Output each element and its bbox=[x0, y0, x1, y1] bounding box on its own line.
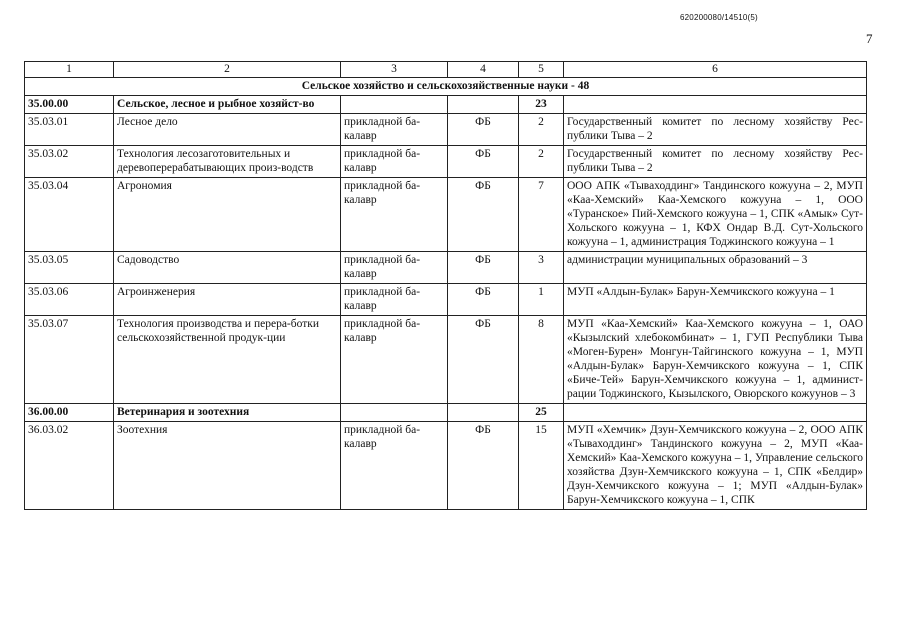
group-row bbox=[25, 96, 867, 114]
table-row bbox=[25, 146, 867, 178]
specialty-name: Сельское, лесное и рыбное хозяйст-во bbox=[114, 96, 341, 114]
education-level bbox=[341, 404, 448, 422]
organizations: МУП «Алдын-Булак» Барун-Хемчикского кожууна – 1 bbox=[564, 284, 867, 316]
education-level bbox=[341, 96, 448, 114]
page-number: 7 bbox=[866, 31, 873, 46]
column-number: 5 bbox=[519, 62, 564, 78]
specialty-name: Зоотехния bbox=[114, 422, 341, 510]
education-level: прикладной ба-калавр bbox=[341, 146, 448, 178]
document-code: 620200080/14510(5) bbox=[680, 13, 758, 22]
organizations: МУП «Каа-Хемский» Каа-Хемского кожууна – 1, ОАО «Кызылский хлебокомбинат» – 1, ГУП Республики Тыва «Моген-Бурен» Монгун-Тайгинского кожууна – 1, МУП «Алдын-Булак» Барун-Хемчикского кожууна – 1, СПК «Биче-Тей» Барун-Хемчикского кожууна – 1, админист-рации Тоджинского, Кызылского, Овюрского кожуунов – 3 bbox=[564, 316, 867, 404]
specialty-code: 36.00.00 bbox=[25, 404, 114, 422]
table-row bbox=[25, 316, 867, 404]
places-count: 8 bbox=[519, 316, 564, 404]
specialty-name: Садоводство bbox=[114, 252, 341, 284]
specialty-name: Агрономия bbox=[114, 178, 341, 252]
table-row bbox=[25, 114, 867, 146]
organizations: Государственный комитет по лесному хозяйству Рес-публики Тыва – 2 bbox=[564, 146, 867, 178]
column-number: 4 bbox=[448, 62, 519, 78]
specialty-name: Лесное дело bbox=[114, 114, 341, 146]
group-row bbox=[25, 404, 867, 422]
places-count: 23 bbox=[519, 96, 564, 114]
table-row bbox=[25, 422, 867, 510]
funding-source: ФБ bbox=[448, 146, 519, 178]
organizations: Государственный комитет по лесному хозяйству Рес-публики Тыва – 2 bbox=[564, 114, 867, 146]
specialty-code: 35.03.01 bbox=[25, 114, 114, 146]
funding-source bbox=[448, 96, 519, 114]
funding-source: ФБ bbox=[448, 178, 519, 252]
table-row bbox=[25, 178, 867, 252]
education-level: прикладной ба-калавр bbox=[341, 252, 448, 284]
specialty-code: 36.03.02 bbox=[25, 422, 114, 510]
specialty-name: Технология лесозаготовительных и деревоперерабатывающих произ-водств bbox=[114, 146, 341, 178]
table-row bbox=[25, 252, 867, 284]
places-count: 2 bbox=[519, 146, 564, 178]
funding-source: ФБ bbox=[448, 252, 519, 284]
places-count: 2 bbox=[519, 114, 564, 146]
column-number: 1 bbox=[25, 62, 114, 78]
funding-source: ФБ bbox=[448, 114, 519, 146]
column-number: 2 bbox=[114, 62, 341, 78]
table-row bbox=[25, 284, 867, 316]
places-count: 1 bbox=[519, 284, 564, 316]
funding-source: ФБ bbox=[448, 284, 519, 316]
funding-source: ФБ bbox=[448, 422, 519, 510]
organizations: администрации муниципальных образований – 3 bbox=[564, 252, 867, 284]
column-number-row bbox=[25, 62, 867, 78]
specialty-name: Технология производства и перера-ботки сельскохозяйственной продук-ции bbox=[114, 316, 341, 404]
funding-source bbox=[448, 404, 519, 422]
specialty-code: 35.03.04 bbox=[25, 178, 114, 252]
education-level: прикладной ба-калавр bbox=[341, 284, 448, 316]
column-number: 3 bbox=[341, 62, 448, 78]
specialty-name: Ветеринария и зоотехния bbox=[114, 404, 341, 422]
specialty-code: 35.03.07 bbox=[25, 316, 114, 404]
specialty-code: 35.03.06 bbox=[25, 284, 114, 316]
education-level: прикладной ба-калавр bbox=[341, 316, 448, 404]
specialty-code: 35.03.05 bbox=[25, 252, 114, 284]
organizations bbox=[564, 96, 867, 114]
organizations: ООО АПК «Тываходдинг» Тандинского кожууна – 2, МУП «Каа-Хемский» Каа-Хемского кожууна – 1, ООО «Туранское» Пий-Хемского кожууна – 1, СПК «Амык» Сут-Хольского кожууна – 1, КФХ Ондар В.Д. Сут-Хольского кожууна – 1, администрация Тоджинского кожууна – 1 bbox=[564, 178, 867, 252]
section-title: Сельское хозяйство и сельскохозяйственные науки - 48 bbox=[25, 78, 867, 96]
specialty-name: Агроинженерия bbox=[114, 284, 341, 316]
column-number: 6 bbox=[564, 62, 867, 78]
specialty-code: 35.03.02 bbox=[25, 146, 114, 178]
places-count: 7 bbox=[519, 178, 564, 252]
education-level: прикладной ба-калавр bbox=[341, 422, 448, 510]
specialty-code: 35.00.00 bbox=[25, 96, 114, 114]
organizations bbox=[564, 404, 867, 422]
funding-source: ФБ bbox=[448, 316, 519, 404]
specialties-table bbox=[24, 61, 867, 510]
education-level: прикладной ба-калавр bbox=[341, 114, 448, 146]
section-row bbox=[25, 78, 867, 96]
places-count: 25 bbox=[519, 404, 564, 422]
education-level: прикладной ба-калавр bbox=[341, 178, 448, 252]
places-count: 3 bbox=[519, 252, 564, 284]
organizations: МУП «Хемчик» Дзун-Хемчикского кожууна – 2, ООО АПК «Тываходдинг» Тандинского кожууна – 2, МУП «Каа-Хемский» Каа-Хемского кожууна – 1, Управление сельского хозяйства Дзун-Хемчикского кожууна – 1, СПК «Белдир» Дзун-Хемчикского кожууна – 1; МУП «Алдын-Булак» Барун-Хемчикского кожууна – 1, СПК bbox=[564, 422, 867, 510]
places-count: 15 bbox=[519, 422, 564, 510]
